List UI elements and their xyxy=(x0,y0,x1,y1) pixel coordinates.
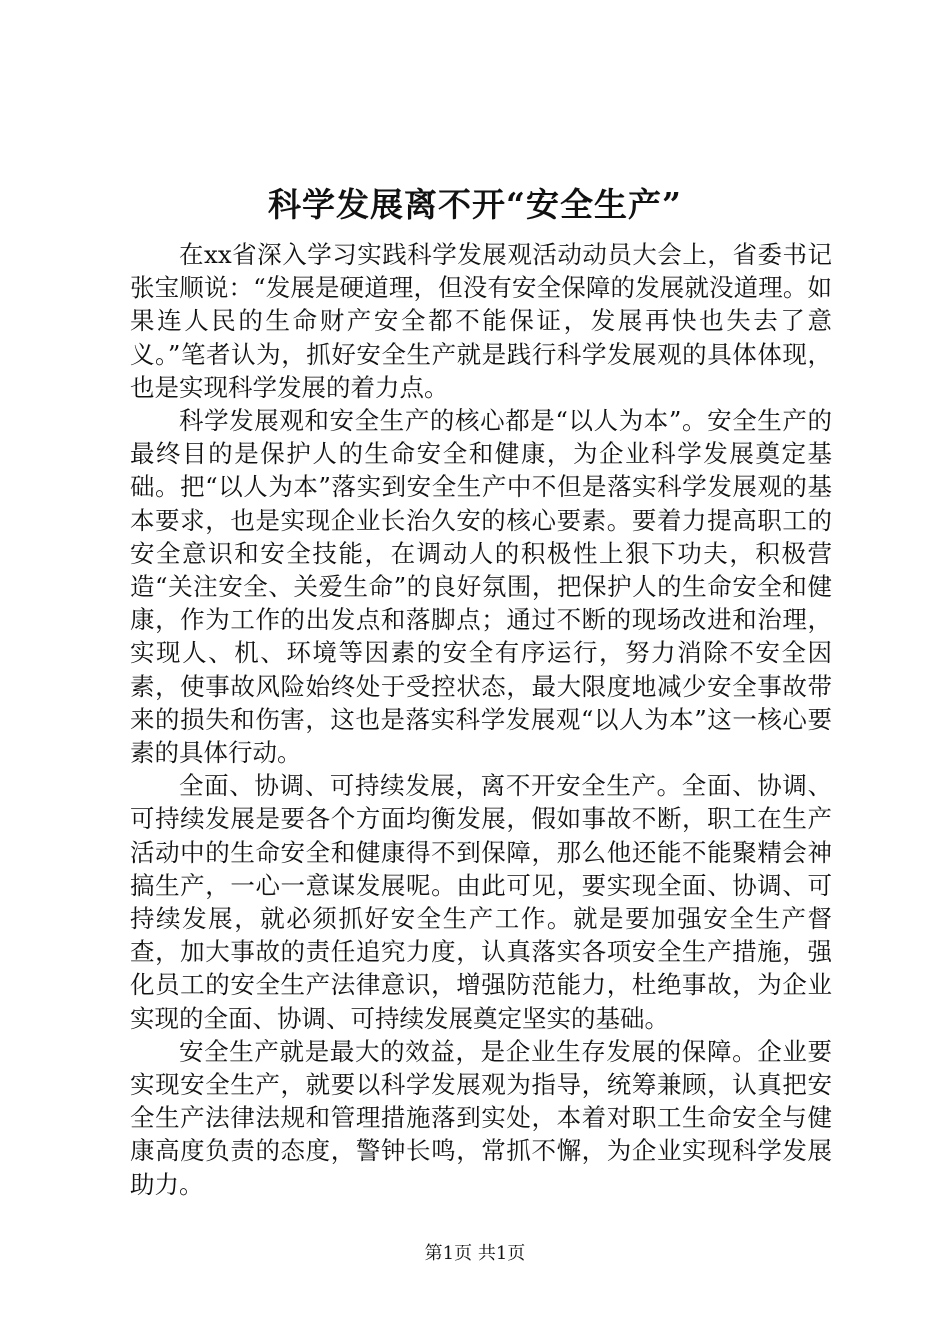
page-footer: 第1页 共1页 xyxy=(424,1243,526,1264)
paragraph-1: 在xx省深入学习实践科学发展观活动动员大会上，省委书记张宝顺说：“发展是硬道理，但没有安全保障的发展就没道理。如果连人民的生命财产安全都不能保证，发展再快也失去了意义。”笔者认为，抓好安全生产就是践行科学发展观的具体体现，也是实现科学发展的着力点。 xyxy=(130,240,832,402)
document-title: 科学发展离不开“安全生产” xyxy=(268,185,682,224)
paragraph-3: 全面、协调、可持续发展，离不开安全生产。全面、协调、可持续发展是要各个方面均衡发展，假如事故不断，职工在生产活动中的生命安全和健康得不到保障，那么他还能不能聚精会神搞生产，一心一意谋发展呢。由此可见，要实现全面、协调、可持续发展，就必须抓好安全生产工作。就是要加强安全生产督查，加大事故的责任追究力度，认真落实各项安全生产措施，强化员工的安全生产法律意识，增强防范能力，杜绝事故，为企业实现的全面、协调、可持续发展奠定坚实的基础。 xyxy=(130,771,832,1033)
paragraph-2: 科学发展观和安全生产的核心都是“以人为本”。安全生产的最终目的是保护人的生命安全和健康，为企业科学发展奠定基础。把“以人为本”落实到安全生产中不但是落实科学发展观的基本要求，也是实现企业长治久安的核心要素。要着力提高职工的安全意识和安全技能，在调动人的积极性上狠下功夫，积极营造“关注安全、关爱生命”的良好氛围，把保护人的生命安全和健康，作为工作的出发点和落脚点；通过不断的现场改进和治理，实现人、机、环境等因素的安全有序运行，努力消除不安全因素，使事故风险始终处于受控状态，最大限度地减少安全事故带来的损失和伤害，这也是落实科学发展观“以人为本”这一核心要素的具体行动。 xyxy=(130,406,832,768)
paragraph-4: 安全生产就是最大的效益，是企业生存发展的保障。企业要实现安全生产，就要以科学发展观为指导，统筹兼顾，认真把安全生产法律法规和管理措施落到实处，本着对职工生命安全与健康高度负责的态度，警钟长鸣，常抓不懈，为企业实现科学发展助力。 xyxy=(130,1036,832,1199)
document-body xyxy=(130,238,832,1201)
